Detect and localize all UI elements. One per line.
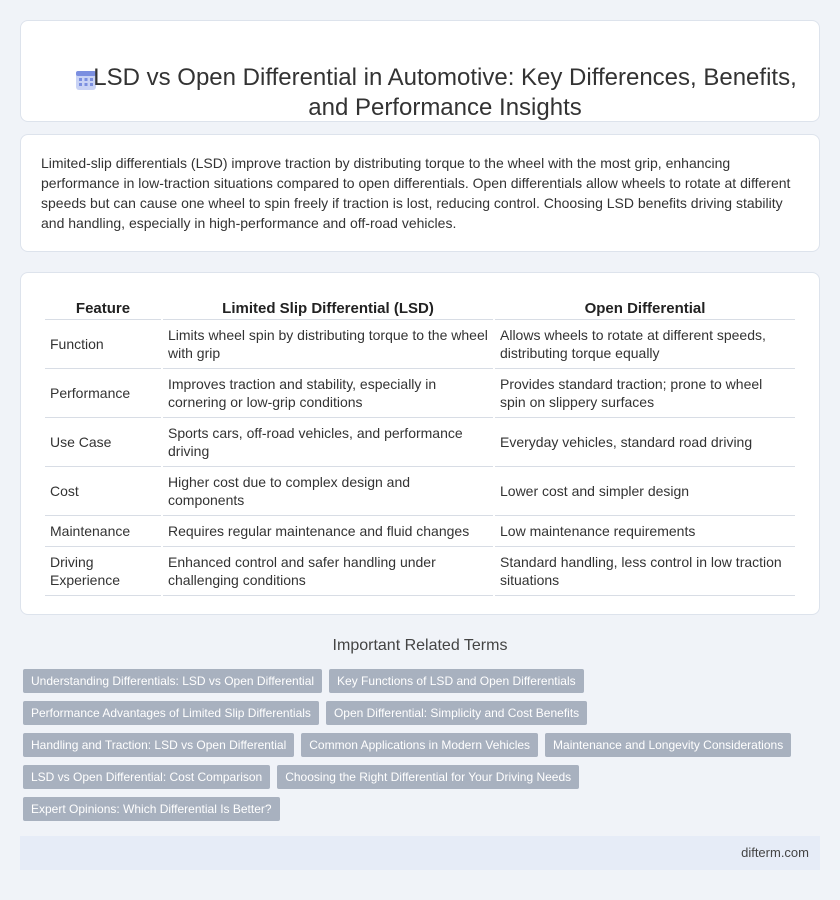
table-cell: Lower cost and simpler design [495, 467, 795, 516]
table-row [45, 320, 795, 369]
table-cell: Maintenance [45, 516, 161, 547]
table-header: Feature [45, 295, 161, 320]
table-row [45, 516, 795, 547]
related-term-tag[interactable]: Expert Opinions: Which Differential Is Better? [23, 797, 280, 821]
table-cell: Driving Experience [45, 547, 161, 596]
table-cell: Limits wheel spin by distributing torque to the wheel with grip [163, 320, 493, 369]
table-row [45, 369, 795, 418]
intro-text: Limited-slip differentials (LSD) improve traction by distributing torque to the wheel with the most grip, enhancing performance in low-traction situations compared to open differentials. Open differentials allow wheels to rotate at different speeds but can cause one wheel to spin freely if traction is lost, reducing control. Choosing LSD benefits driving stability and handling, especially in high-performance and off-road vehicles. [41, 155, 791, 231]
table-cell: Improves traction and stability, especially in cornering or low-grip conditions [163, 369, 493, 418]
table-cell: Higher cost due to complex design and components [163, 467, 493, 516]
table-cell: Provides standard traction; prone to wheel spin on slippery surfaces [495, 369, 795, 418]
intro-card [20, 134, 820, 252]
table-cell: Low maintenance requirements [495, 516, 795, 547]
table-cell: Use Case [45, 418, 161, 467]
related-term-tag[interactable]: Choosing the Right Differential for Your Driving Needs [277, 765, 579, 789]
footer [20, 836, 820, 870]
page-title: LSD vs Open Differential in Automotive: Key Differences, Benefits, and Performance Insights [93, 64, 797, 121]
table-cell: Enhanced control and safer handling under challenging conditions [163, 547, 493, 596]
table-cell: Allows wheels to rotate at different speeds, distributing torque equally [495, 320, 795, 369]
table-cell: Function [45, 320, 161, 369]
header-card [20, 20, 820, 122]
table-cell: Standard handling, less control in low traction situations [495, 547, 795, 596]
related-term-tag[interactable]: Maintenance and Longevity Considerations [545, 733, 791, 757]
table-cell: Requires regular maintenance and fluid changes [163, 516, 493, 547]
related-term-tag[interactable]: Common Applications in Modern Vehicles [301, 733, 538, 757]
table-header: Open Differential [495, 295, 795, 320]
related-term-tag[interactable]: Understanding Differentials: LSD vs Open Differential [23, 669, 322, 693]
table-header: Limited Slip Differential (LSD) [163, 295, 493, 320]
related-term-tag[interactable]: Handling and Traction: LSD vs Open Differential [23, 733, 294, 757]
table-row [45, 467, 795, 516]
table-cell: Performance [45, 369, 161, 418]
comparison-table-card [20, 272, 820, 615]
table-cell: Sports cars, off-road vehicles, and performance driving [163, 418, 493, 467]
table-cell: Cost [45, 467, 161, 516]
related-term-tag[interactable]: Open Differential: Simplicity and Cost Benefits [326, 701, 587, 725]
related-terms-list [23, 669, 823, 829]
table-row [45, 547, 795, 596]
table-cell: Everyday vehicles, standard road driving [495, 418, 795, 467]
footer-site-link[interactable]: difterm.com [741, 845, 809, 860]
related-term-tag[interactable]: Performance Advantages of Limited Slip Differentials [23, 701, 319, 725]
table-row [45, 418, 795, 467]
related-term-tag[interactable]: LSD vs Open Differential: Cost Comparison [23, 765, 270, 789]
related-term-tag[interactable]: Key Functions of LSD and Open Differentials [329, 669, 584, 693]
related-terms-title: Important Related Terms [332, 637, 508, 654]
comparison-table [43, 295, 797, 596]
